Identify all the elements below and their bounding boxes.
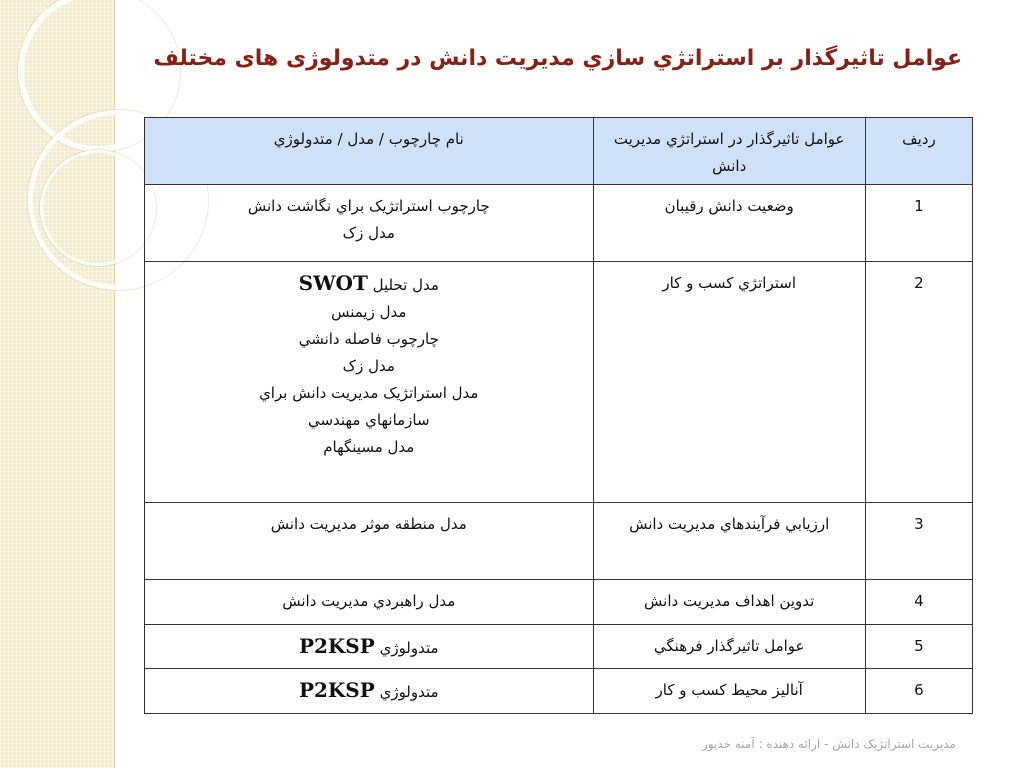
slide-footer: مدیریت استراتژیک دانش - ارائه دهنده : آمنه خدیور [701,737,956,751]
model-prefix: مدل تحليل [372,276,439,295]
model-line: مدل منطقه موثر مديريت دانش [270,515,467,534]
header-factors: عوامل تاثيرگذار در استراتژي مديريت دانش [593,118,865,185]
model-line: مدل زک [342,224,395,242]
model-prefix: متدولوژي [379,683,439,702]
row-number: 2 [865,262,972,503]
models-cell [145,624,594,669]
models-cell [145,580,594,625]
row-number: 1 [865,185,972,262]
factor-cell: وضعيت دانش رقيبان [593,185,865,262]
factor-cell: ارزيابي فرآيندهاي مديريت دانش [593,503,865,580]
model-line: مدل راهبردي مديريت دانش [282,592,456,611]
table-row [145,580,973,625]
model-line: سازمانهاي مهندسي [307,411,430,430]
model-latin: P2KSP [298,678,375,703]
table-row [145,624,973,669]
factor-cell: آناليز محيط کسب و کار [593,669,865,714]
model-line: چارچوب استراتژيک براي نگاشت دانش [247,197,490,215]
factors-table [144,117,973,714]
table-row [145,503,973,580]
decorative-ring [40,150,156,266]
row-number: 3 [865,503,972,580]
model-latin: SWOT [298,271,368,296]
table-row [145,262,973,503]
models-cell [145,669,594,714]
model-latin: P2KSP [298,633,375,658]
model-line [153,270,585,299]
model-line: مدل زک [342,357,395,376]
model-line: مدل استراتژيک مديريت دانش براي [259,384,479,403]
factor-cell: استراتژي کسب و کار [593,262,865,503]
table-header-row [145,118,973,185]
models-cell [145,185,594,262]
models-cell [145,503,594,580]
slide-title: عوامل تاثيرگذار بر استراتژي سازي مديريت دانش در متدولوژی های مختلف [153,46,962,71]
factor-cell: عوامل تاثيرگذار فرهنگي [593,624,865,669]
model-line: مدل مسينگهام [323,438,415,457]
table-row [145,185,973,262]
table-row [145,669,973,714]
model-line: چارچوب فاصله دانشي [298,330,439,349]
factor-cell: تدوين اهداف مديريت دانش [593,580,865,625]
row-number: 4 [865,580,972,625]
decorative-side-band [0,0,115,768]
header-row-number: رديف [865,118,972,185]
row-number: 5 [865,624,972,669]
model-line: مدل زيمنس [331,303,407,322]
models-cell [145,262,594,503]
model-prefix: متدولوژي [379,638,439,657]
header-models: نام چارچوب / مدل / متدولوژي [145,118,594,185]
row-number: 6 [865,669,972,714]
